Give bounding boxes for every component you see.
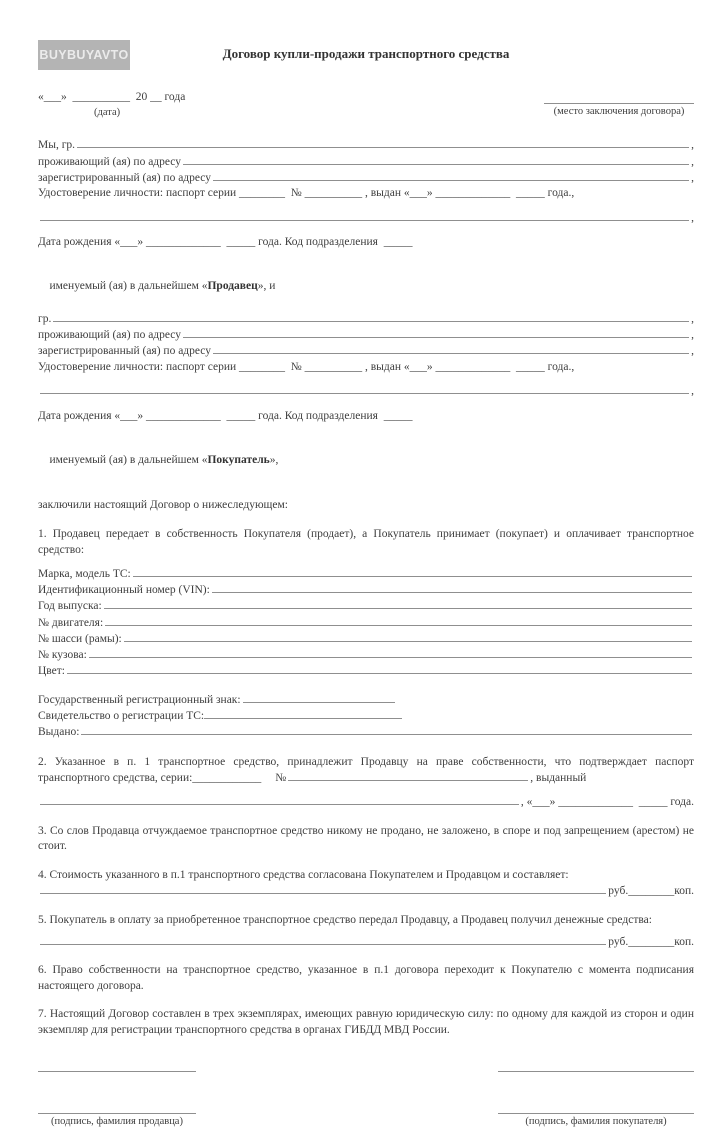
field-chassis-no bbox=[38, 631, 694, 647]
seller-residing-row bbox=[38, 154, 694, 170]
comma: , bbox=[691, 312, 694, 325]
field-label: Государственный регистрационный знак: bbox=[38, 693, 241, 706]
blank-line bbox=[204, 708, 402, 719]
field-label: Идентификационный номер (VIN): bbox=[38, 584, 210, 597]
clause-2-line1: 2. Указанное в п. 1 транспортное средство, принадлежит Продавцу на праве собственности, что подтверждает паспорт bbox=[38, 755, 694, 768]
place-caption: (место заключения договора) bbox=[553, 106, 685, 117]
comma: , bbox=[691, 171, 694, 184]
registered-label: зарегистрированный (ая) по адресу bbox=[38, 345, 211, 358]
date-caption: (дата) bbox=[94, 106, 121, 118]
clause-1-text: 1. Продавец передает в собственность Покупателя (продает), а Покупатель принимает (покупает) и оплачивает транспортное средство: bbox=[38, 528, 694, 556]
buyer-signature-block bbox=[498, 1058, 694, 1127]
blank-line bbox=[104, 599, 692, 610]
clause-4-block bbox=[38, 868, 694, 900]
seller-registered-row bbox=[38, 170, 694, 186]
named-tail: », и bbox=[257, 280, 276, 293]
amount-units-label: руб.________коп. bbox=[608, 885, 694, 898]
blank-line bbox=[183, 327, 689, 338]
clause-2-date-tail: , «___» _____________ _____ года. bbox=[520, 796, 694, 809]
clause-3-text: 3. Со слов Продавца отчуждаемое транспортное средство никому не продано, не заложено, в споре и под запрещением (арестом) не стоит. bbox=[38, 824, 694, 853]
vehicle-fields bbox=[38, 566, 694, 680]
date-line: «___» __________ 20 __ года bbox=[38, 91, 186, 103]
buyer-signature-line bbox=[498, 1058, 694, 1072]
buyer-birth-row: Дата рождения «___» _____________ _____ года. Код подразделения _____ bbox=[38, 409, 413, 422]
comma: , bbox=[691, 345, 694, 358]
clause-5-amount-row bbox=[38, 934, 694, 950]
clause-6-text: 6. Право собственности на транспортное средство, указанное в п.1 договора переходит к Покупателю с момента подписания настоящего договора. bbox=[38, 964, 694, 992]
clause-2-issued-label: , выданный bbox=[530, 772, 587, 785]
date-block bbox=[38, 90, 185, 118]
field-vin bbox=[38, 582, 694, 598]
buyer-residing-row bbox=[38, 327, 694, 343]
field-label: № двигателя: bbox=[38, 616, 104, 629]
blank-line bbox=[67, 664, 692, 675]
clause-4-text: 4. Стоимость указанного в п.1 транспортного средства согласована Покупателем и Продавцом и составляет: bbox=[38, 868, 569, 881]
blank-line bbox=[288, 770, 528, 781]
place-block bbox=[544, 90, 694, 118]
number-sign: № bbox=[275, 772, 287, 785]
amount-units-label: руб.________коп. bbox=[608, 935, 694, 948]
blank-line bbox=[40, 383, 689, 394]
seller-identity-row: Удостоверение личности: паспорт серии ________ № __________ , выдан «___» _____________ _____ года., bbox=[38, 187, 575, 200]
blank-line bbox=[77, 138, 689, 149]
field-label: Марка, модель ТС: bbox=[38, 567, 131, 580]
date-place-row bbox=[38, 90, 694, 118]
document-title: Договор купли-продажи транспортного средства bbox=[222, 46, 510, 61]
field-label: Свидетельство о регистрации ТС: bbox=[38, 710, 205, 723]
blank-line bbox=[124, 631, 692, 642]
buyer-identity-continuation bbox=[38, 383, 694, 399]
field-label: № шасси (рамы): bbox=[38, 632, 122, 645]
buyer-registered-row bbox=[38, 344, 694, 360]
field-issued-by bbox=[38, 725, 694, 741]
field-label: № кузова: bbox=[38, 649, 87, 662]
residing-label: проживающий (ая) по адресу bbox=[38, 329, 181, 342]
serie-blank: ____________ bbox=[192, 772, 262, 785]
place-blank-line bbox=[544, 90, 694, 104]
buyer-role-label: Покупатель bbox=[207, 453, 270, 466]
clause-5-text: 5. Покупатель в оплату за приобретенное транспортное средство передал Продавцу, а Продавец получил денежные средства: bbox=[38, 913, 652, 926]
field-color bbox=[38, 664, 694, 680]
comma: , bbox=[691, 155, 694, 168]
named-prefix: именуемый (ая) в дальнейшем « bbox=[49, 453, 208, 466]
field-label: Год выпуска: bbox=[38, 600, 102, 613]
blank-line bbox=[40, 883, 606, 894]
blank-line bbox=[40, 795, 519, 806]
buyer-identity-row: Удостоверение личности: паспорт серии ________ № __________ , выдан «___» _____________ _____ года., bbox=[38, 360, 575, 373]
field-label: Выдано: bbox=[38, 726, 80, 739]
field-reg-plate bbox=[38, 692, 694, 708]
seller-signature-caption: (подпись, фамилия продавца) bbox=[51, 1116, 183, 1127]
clause-2-serie-label: транспортного средства, серии: bbox=[38, 772, 193, 785]
buyer-signature-caption: (подпись, фамилия покупателя) bbox=[525, 1116, 667, 1127]
blank-line bbox=[89, 647, 692, 658]
seller-signature-block bbox=[38, 1058, 196, 1127]
named-prefix: именуемый (ая) в дальнейшем « bbox=[49, 280, 208, 293]
clause-2-line3 bbox=[38, 795, 694, 811]
blank-line bbox=[133, 566, 692, 577]
named-tail: », bbox=[269, 453, 279, 466]
blank-line bbox=[213, 344, 689, 355]
blank-line bbox=[40, 210, 689, 221]
seller-signature-line-2 bbox=[38, 1100, 196, 1114]
signatures-block bbox=[38, 1058, 694, 1127]
buyer-named-row bbox=[38, 437, 694, 484]
field-engine-no bbox=[38, 615, 694, 631]
blank-line bbox=[212, 582, 692, 593]
clause-7-text: 7. Настоящий Договор составлен в трех экземплярах, имеющих равную юридическую силу: по одному для каждой из сторон и один экземпляр для регистрации транспортного средства в органах ГИБДД МВД России. bbox=[38, 1008, 694, 1036]
buyer-name-row bbox=[38, 311, 694, 327]
field-reg-certificate bbox=[38, 708, 694, 724]
seller-birth-row: Дата рождения «___» _____________ _____ года. Код подразделения _____ bbox=[38, 236, 413, 249]
clause-2-line2 bbox=[38, 770, 694, 786]
seller-signature-line bbox=[38, 1058, 196, 1072]
field-make-model bbox=[38, 566, 694, 582]
blank-line bbox=[53, 311, 689, 322]
comma: , bbox=[691, 211, 694, 224]
blank-line bbox=[40, 934, 606, 945]
blank-line bbox=[81, 725, 692, 736]
seller-role-label: Продавец bbox=[207, 280, 258, 293]
registered-label: зарегистрированный (ая) по адресу bbox=[38, 171, 211, 184]
seller-details-block bbox=[38, 138, 694, 251]
blank-line bbox=[105, 615, 692, 626]
clause-5-block bbox=[38, 913, 694, 951]
concluded-row: заключили настоящий Договор о нижеследующем: bbox=[38, 498, 288, 511]
buyer-intro-label: гр. bbox=[38, 312, 52, 325]
blank-line bbox=[183, 154, 689, 165]
comma: , bbox=[691, 385, 694, 398]
seller-name-row bbox=[38, 138, 694, 154]
residing-label: проживающий (ая) по адресу bbox=[38, 155, 181, 168]
buyer-details-block bbox=[38, 311, 694, 424]
seller-intro-label: Мы, гр. bbox=[38, 139, 76, 152]
seller-named-row bbox=[38, 264, 694, 311]
comma: , bbox=[691, 329, 694, 342]
blank-line bbox=[243, 692, 395, 703]
blank-line bbox=[213, 170, 689, 181]
clause-2-block bbox=[38, 755, 694, 811]
field-year bbox=[38, 599, 694, 615]
field-body-no bbox=[38, 647, 694, 663]
clause-4-amount-row bbox=[38, 883, 694, 899]
field-label: Цвет: bbox=[38, 665, 65, 678]
seller-identity-continuation bbox=[38, 210, 694, 226]
buyer-signature-line-2 bbox=[498, 1100, 694, 1114]
comma: , bbox=[691, 139, 694, 152]
registration-fields bbox=[38, 692, 694, 741]
buybuyavto-logo: BUYBUYAVTO bbox=[38, 40, 130, 70]
